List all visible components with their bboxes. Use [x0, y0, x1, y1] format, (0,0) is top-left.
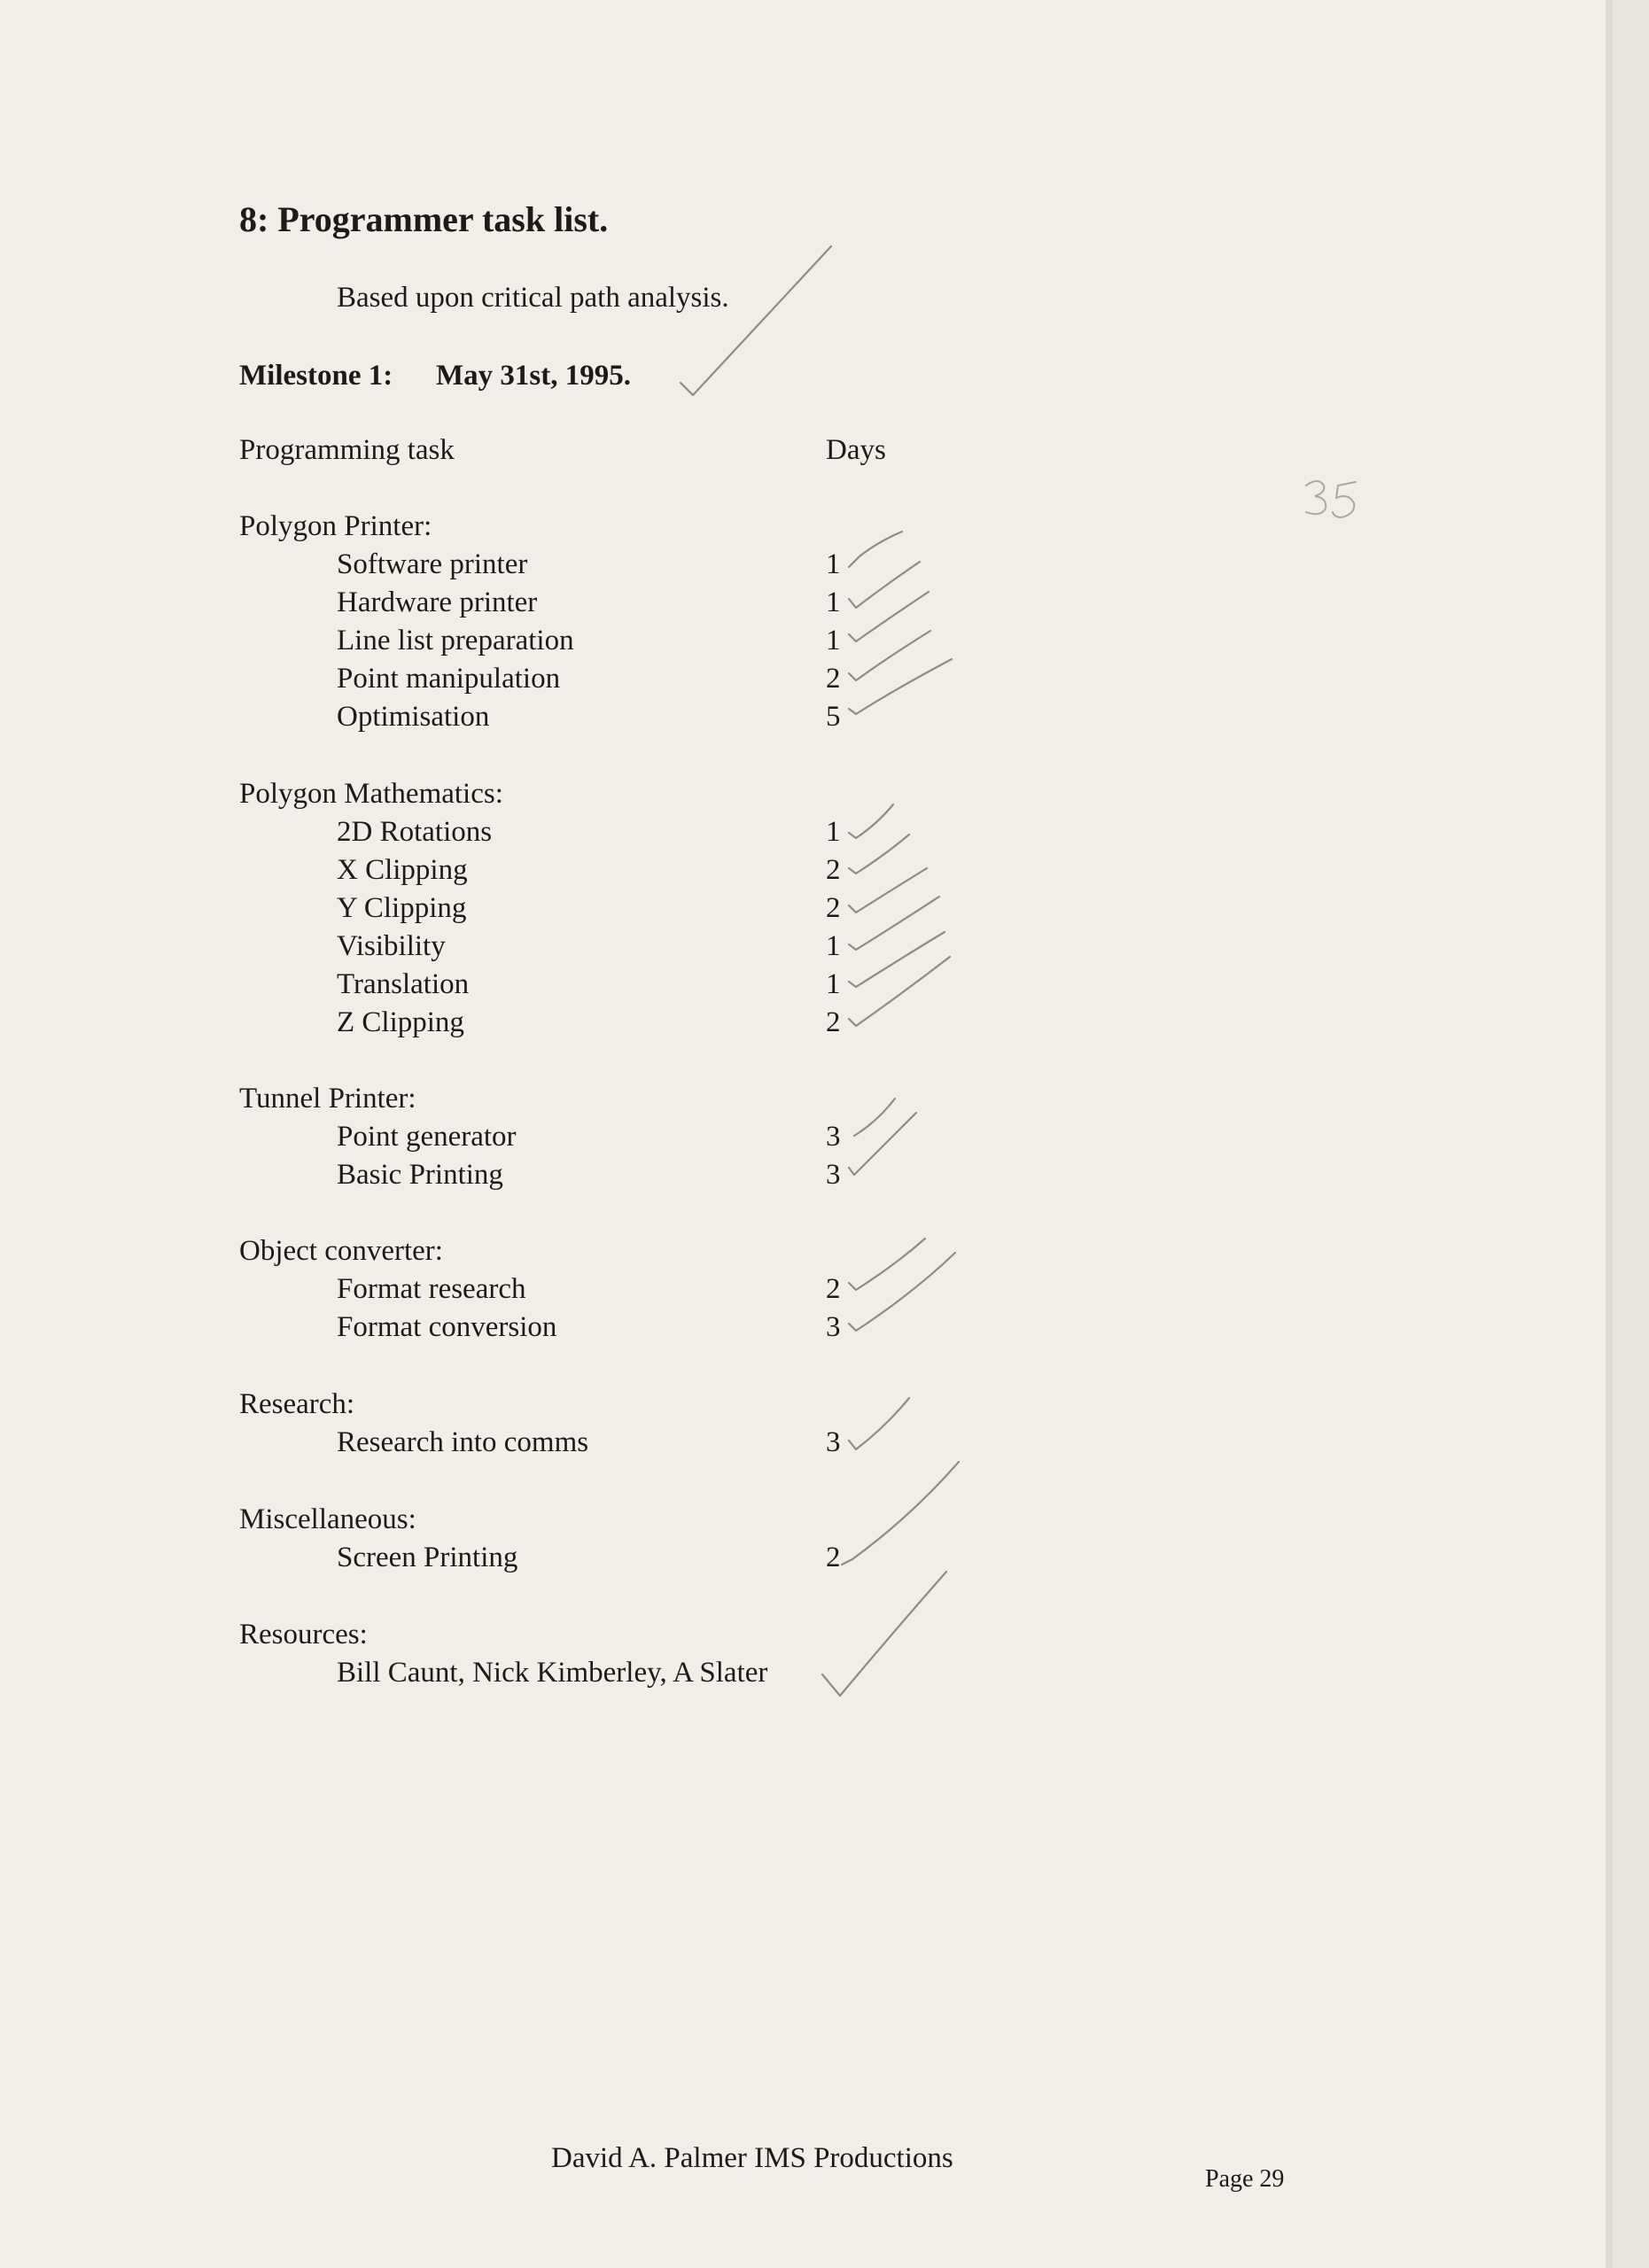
task-name: Software printer	[337, 548, 528, 580]
task-name: Z Clipping	[337, 1006, 464, 1038]
check-mark-icon	[681, 246, 831, 395]
task-days: 2	[826, 892, 841, 924]
check-mark-icon	[849, 835, 909, 874]
task-name: Optimisation	[337, 701, 490, 733]
group-heading: Object converter:	[239, 1235, 443, 1267]
check-mark-icon	[822, 1572, 946, 1696]
group-heading: Tunnel Printer:	[239, 1083, 416, 1115]
task-days: 1	[826, 930, 841, 962]
milestone-date: May 31st, 1995.	[436, 360, 631, 392]
task-days: 3	[826, 1159, 841, 1191]
task-name: Research into comms	[337, 1426, 589, 1458]
task-name: Visibility	[337, 930, 446, 962]
task-name: Format research	[337, 1273, 526, 1305]
check-mark-icon	[849, 897, 939, 950]
check-mark-icon	[849, 1398, 909, 1449]
task-days: 1	[826, 968, 841, 1000]
column-header-task: Programming task	[239, 434, 455, 466]
task-name: Format conversion	[337, 1311, 557, 1343]
task-name: Hardware printer	[337, 586, 538, 618]
task-name: Line list preparation	[337, 625, 574, 656]
check-mark-icon	[854, 1099, 895, 1136]
milestone-label: Milestone 1:	[239, 360, 393, 392]
task-name: Screen Printing	[337, 1542, 518, 1573]
resources-names: Bill Caunt, Nick Kimberley, A Slater	[337, 1657, 768, 1689]
task-name: X Clipping	[337, 854, 468, 886]
task-name: Basic Printing	[337, 1159, 503, 1191]
task-name: Point generator	[337, 1121, 517, 1153]
group-heading: Research:	[239, 1388, 355, 1420]
check-mark-icon	[849, 592, 929, 641]
check-mark-icon	[849, 659, 952, 714]
task-days: 5	[826, 701, 841, 733]
check-mark-icon	[849, 1113, 916, 1175]
check-mark-icon	[849, 562, 920, 608]
group-heading: Miscellaneous:	[239, 1503, 416, 1535]
task-days: 2	[826, 1006, 841, 1038]
task-days: 1	[826, 625, 841, 656]
resources-label: Resources:	[239, 1619, 368, 1651]
group-heading: Polygon Mathematics:	[239, 778, 503, 810]
task-days: 3	[826, 1121, 841, 1153]
task-days: 1	[826, 548, 841, 580]
footer-author: David A. Palmer IMS Productions	[551, 2142, 953, 2174]
check-mark-icon	[842, 1462, 959, 1565]
check-mark-icon	[849, 1253, 955, 1331]
task-days: 1	[826, 586, 841, 618]
check-mark-icon	[849, 932, 945, 987]
check-mark-icon	[849, 957, 950, 1026]
check-mark-icon	[849, 1239, 925, 1290]
task-days: 2	[826, 1273, 841, 1305]
group-heading: Polygon Printer:	[239, 510, 432, 542]
task-days: 1	[826, 816, 841, 848]
page-number: Page 29	[1205, 2165, 1285, 2193]
task-days: 3	[826, 1426, 841, 1458]
task-days: 3	[826, 1311, 841, 1343]
task-days: 2	[826, 854, 841, 886]
intro-text: Based upon critical path analysis.	[337, 282, 729, 314]
task-days: 2	[826, 663, 841, 695]
check-mark-icon	[849, 532, 902, 567]
task-name: Y Clipping	[337, 892, 467, 924]
task-name: Point manipulation	[337, 663, 561, 695]
page-title: 8: Programmer task list.	[239, 199, 609, 239]
check-mark-icon	[849, 804, 893, 838]
column-header-days: Days	[826, 434, 886, 466]
check-mark-icon	[849, 868, 927, 913]
task-days: 2	[826, 1542, 841, 1573]
task-name: 2D Rotations	[337, 816, 493, 848]
task-name: Translation	[337, 968, 470, 1000]
